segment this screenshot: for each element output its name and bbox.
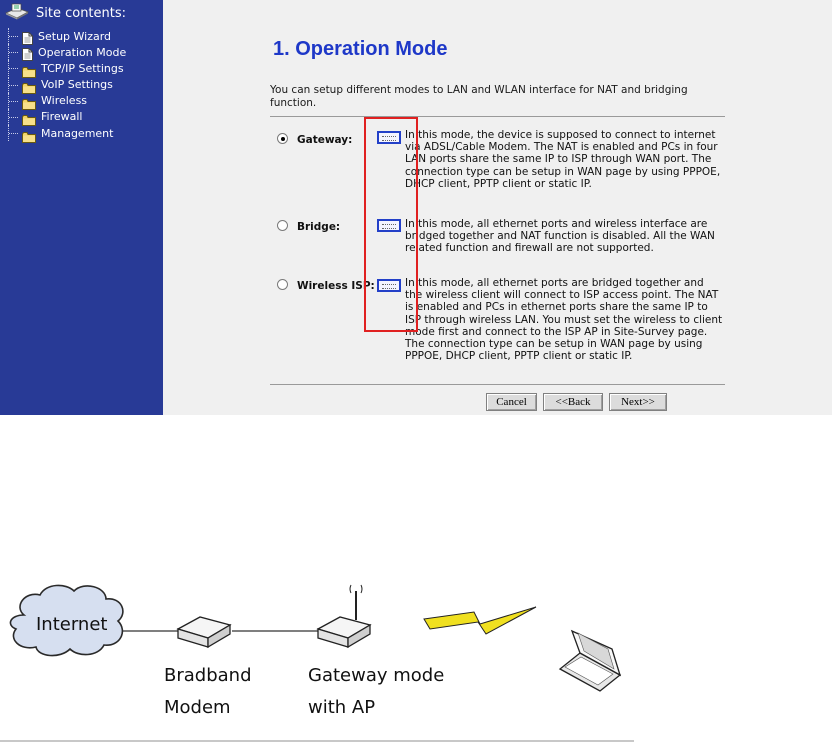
tree-branch-line	[8, 77, 19, 93]
folder-icon	[22, 63, 36, 74]
page-title: 1. Operation Mode	[273, 38, 448, 60]
tree-branch-line	[8, 60, 19, 76]
tree-branch-line	[8, 109, 19, 125]
folder-icon	[22, 111, 36, 122]
sidebar-item-firewall[interactable]	[8, 109, 126, 125]
bridge-label: Bridge:	[297, 221, 341, 233]
sidebar-item-voip-settings[interactable]	[8, 77, 126, 93]
sidebar-item-wireless[interactable]	[8, 93, 126, 109]
gateway-description: In this mode, the device is supposed to connect to internet via ADSL/Cable Modem. The NAT is enabled and PCs in four LAN ports share the same IP to ISP through WAN port. The connection type can be setup in WAN page by using PPPOE, DHCP client, PPTP client or static IP.	[405, 129, 721, 190]
sidebar-item-label: Management	[41, 126, 114, 140]
sidebar-item-setup-wizard[interactable]	[8, 28, 126, 44]
sidebar-item-label: Wireless	[41, 94, 88, 108]
folder-icon	[22, 79, 36, 90]
sidebar-item-tcp-ip-settings[interactable]	[8, 60, 126, 76]
sidebar-header	[4, 2, 126, 24]
gateway-label-text: Gateway mode with AP	[308, 665, 445, 718]
thumbnail-highlight-box	[364, 117, 418, 332]
network-topology-diagram	[0, 577, 634, 742]
bridge-radio[interactable]	[277, 220, 288, 231]
sidebar-item-label: VoIP Settings	[41, 78, 113, 92]
tree-branch-line	[8, 93, 19, 109]
sidebar	[0, 0, 163, 415]
main-content	[163, 0, 832, 415]
bridge-description: In this mode, all ethernet ports and wireless interface are bridged together and NAT function is disabled. All the WAN related function and firewall are not supported.	[405, 218, 715, 255]
gateway-ap-icon	[318, 585, 370, 647]
internet-label: Internet	[36, 614, 108, 635]
modem-icon	[178, 617, 230, 647]
tree-branch-line	[8, 28, 19, 44]
site-contents-icon	[4, 2, 30, 24]
sidebar-item-label: Firewall	[41, 110, 83, 124]
next-button[interactable]: Next>>	[609, 393, 667, 411]
gateway-radio[interactable]	[277, 133, 288, 144]
sidebar-item-label: Operation Mode	[38, 45, 127, 59]
sidebar-title: Site contents:	[36, 5, 127, 21]
wireless-signal-bolt-icon	[424, 607, 536, 634]
document-icon	[22, 46, 33, 59]
sidebar-item-operation-mode[interactable]	[8, 44, 126, 60]
tree-branch-line	[8, 44, 19, 60]
sidebar-item-label: Setup Wizard	[38, 29, 112, 43]
wireless-isp-label: Wireless ISP:	[297, 280, 375, 292]
modem-label: Bradband Modem	[164, 665, 252, 718]
laptop-icon	[560, 631, 620, 691]
gateway-label: Gateway:	[297, 134, 353, 146]
cancel-button[interactable]: Cancel	[486, 393, 537, 411]
document-icon	[22, 30, 33, 43]
sidebar-item-management[interactable]	[8, 125, 126, 141]
intro-text: You can setup different modes to LAN and WLAN interface for NAT and bridging function.	[270, 84, 688, 109]
site-tree	[8, 28, 126, 141]
folder-icon	[22, 95, 36, 106]
sidebar-item-label: TCP/IP Settings	[41, 61, 124, 75]
tree-branch-line	[8, 125, 19, 141]
back-button[interactable]: <<Back	[543, 393, 603, 411]
divider-bottom	[270, 384, 725, 385]
divider-top	[270, 116, 725, 117]
wireless-isp-radio[interactable]	[277, 279, 288, 290]
wireless-isp-description: In this mode, all ethernet ports are bridged together and the wireless client will connect to ISP access point. The NAT is enabled and PCs in ethernet ports share the same IP to ISP through wireless LAN. You must set the wireless to client mode first and connect to the ISP AP in Site-Survey page. The connection type can be setup in WAN page by using PPPOE, DHCP client, PPTP client or static IP.	[405, 277, 723, 363]
folder-icon	[22, 128, 36, 139]
